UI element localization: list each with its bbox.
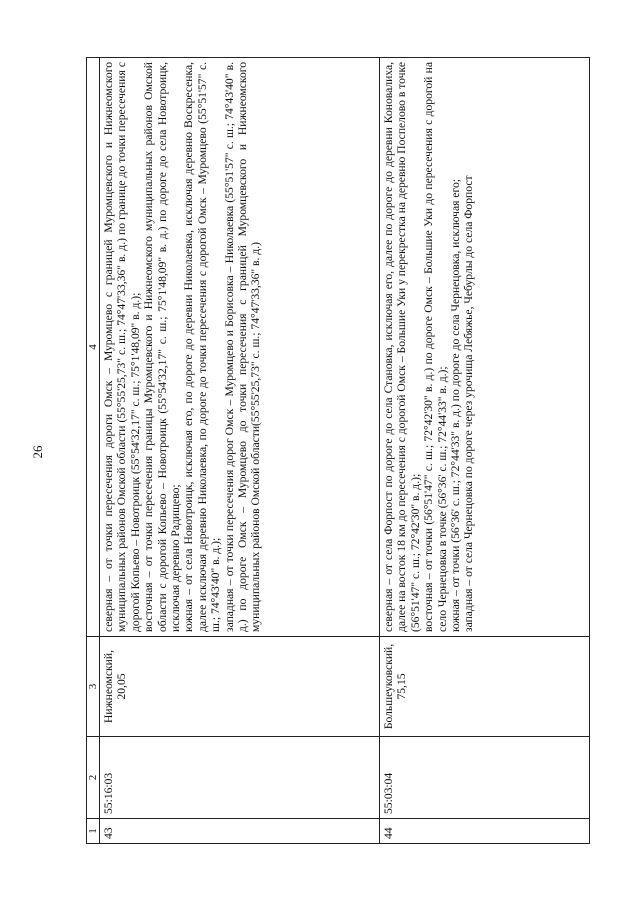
district-area: 75,15 — [395, 673, 409, 700]
boundary-east: восточная – от точки (56°51'47" с. ш.; 72°42'30" в. д.) по дороге Омск – Большие Уки до пересечения с дорогой на село Чернецовка в точке (56°36' с. ш.; 72°44'33" в. д.); — [422, 62, 449, 632]
cadastral-code: 55:16:03 — [100, 737, 380, 819]
table-row — [380, 58, 590, 844]
column-index-1: 1 — [87, 819, 100, 844]
boundary-east: восточная – от точки пересечения границы Муромцевского и Нижнеомского муниципальных районов Омской области с дорогой Копьево – Новотроицк (55°54'32,17" с. ш.; 75°1'48,09" в. д.) по дороге до села Новотроицк, исключая деревню Радищево; — [142, 62, 183, 632]
district-boundaries-table — [86, 57, 590, 844]
column-index-3: 3 — [87, 637, 100, 737]
boundary-north: северная – от села Форпост по дороге до села Становка, исключая его, далее по дороге до деревни Коновалиха, далее на восток 18 км до пересечения с дорогой Омск – Большие Уки у перекрестка на деревню Поспелово в точке (56°51'47" с. ш.; 72°42'30" в. д.); — [382, 62, 422, 632]
boundary-west: западная – от точки пересечения дорог Омск – Муромцево и Борисовка – Николаевка (55°51'57" с. ш.; 74°43'40" в. д.) по дороге Омск – Муромцево до точки пересечения с границей Муромцевского и Нижнеомского муниципальных районов Омской области(55°55'25,73" с. ш.; 74°47'33,36" в. д.) — [222, 62, 263, 632]
row-number: 44 — [380, 819, 590, 844]
row-number: 43 — [100, 819, 380, 844]
boundary-west: западная – от села Чернецовка по дороге через урочища Лебяжье, Чебурлы до села Форпост — [462, 175, 476, 632]
boundary-north: северная – от точки пересечения дороги Омск – Муромцево с границей Муромцевского и Нижнеомского муниципальных районов Омской области (55°55'25,73" с. ш.; 74°47'33,36" в. д.) по границе до точки пересечения с дорогой Копьево – Новотроицк (55°54'32,17" с. ш.; 75°1'48,09" в. д.); — [102, 62, 142, 632]
table-row — [100, 58, 380, 844]
cadastral-code: 55:03:04 — [380, 737, 590, 819]
column-index-2: 2 — [87, 737, 100, 819]
column-index-row — [87, 58, 100, 844]
boundary-description — [380, 58, 590, 637]
boundary-south: южная – от села Новотроицк, исключая его, по дороге до деревни Николаевка, исключая деревню Воскресенка, далее исключая деревню Николаевка, по дороге до точки пересечения с дорогой Омск – Муромцево (55°51'57" с. ш.; 74°43'40" в. д.); — [182, 62, 223, 632]
district-name: Большеуковский, — [382, 643, 395, 730]
column-index-4: 4 — [87, 58, 100, 637]
district-cell — [380, 637, 590, 737]
district-cell — [100, 637, 380, 737]
boundary-description — [100, 58, 380, 637]
boundary-south: южная – от точки (56°36' с. ш.; 72°44'33" в. д.) по дороге до села Чернецовка, исключая его; — [449, 179, 463, 632]
page-number: 26 — [30, 445, 45, 459]
district-area: 20,05 — [115, 673, 129, 700]
rotated-table-wrapper — [86, 58, 598, 844]
district-name: Нижнеомский, — [102, 650, 115, 723]
